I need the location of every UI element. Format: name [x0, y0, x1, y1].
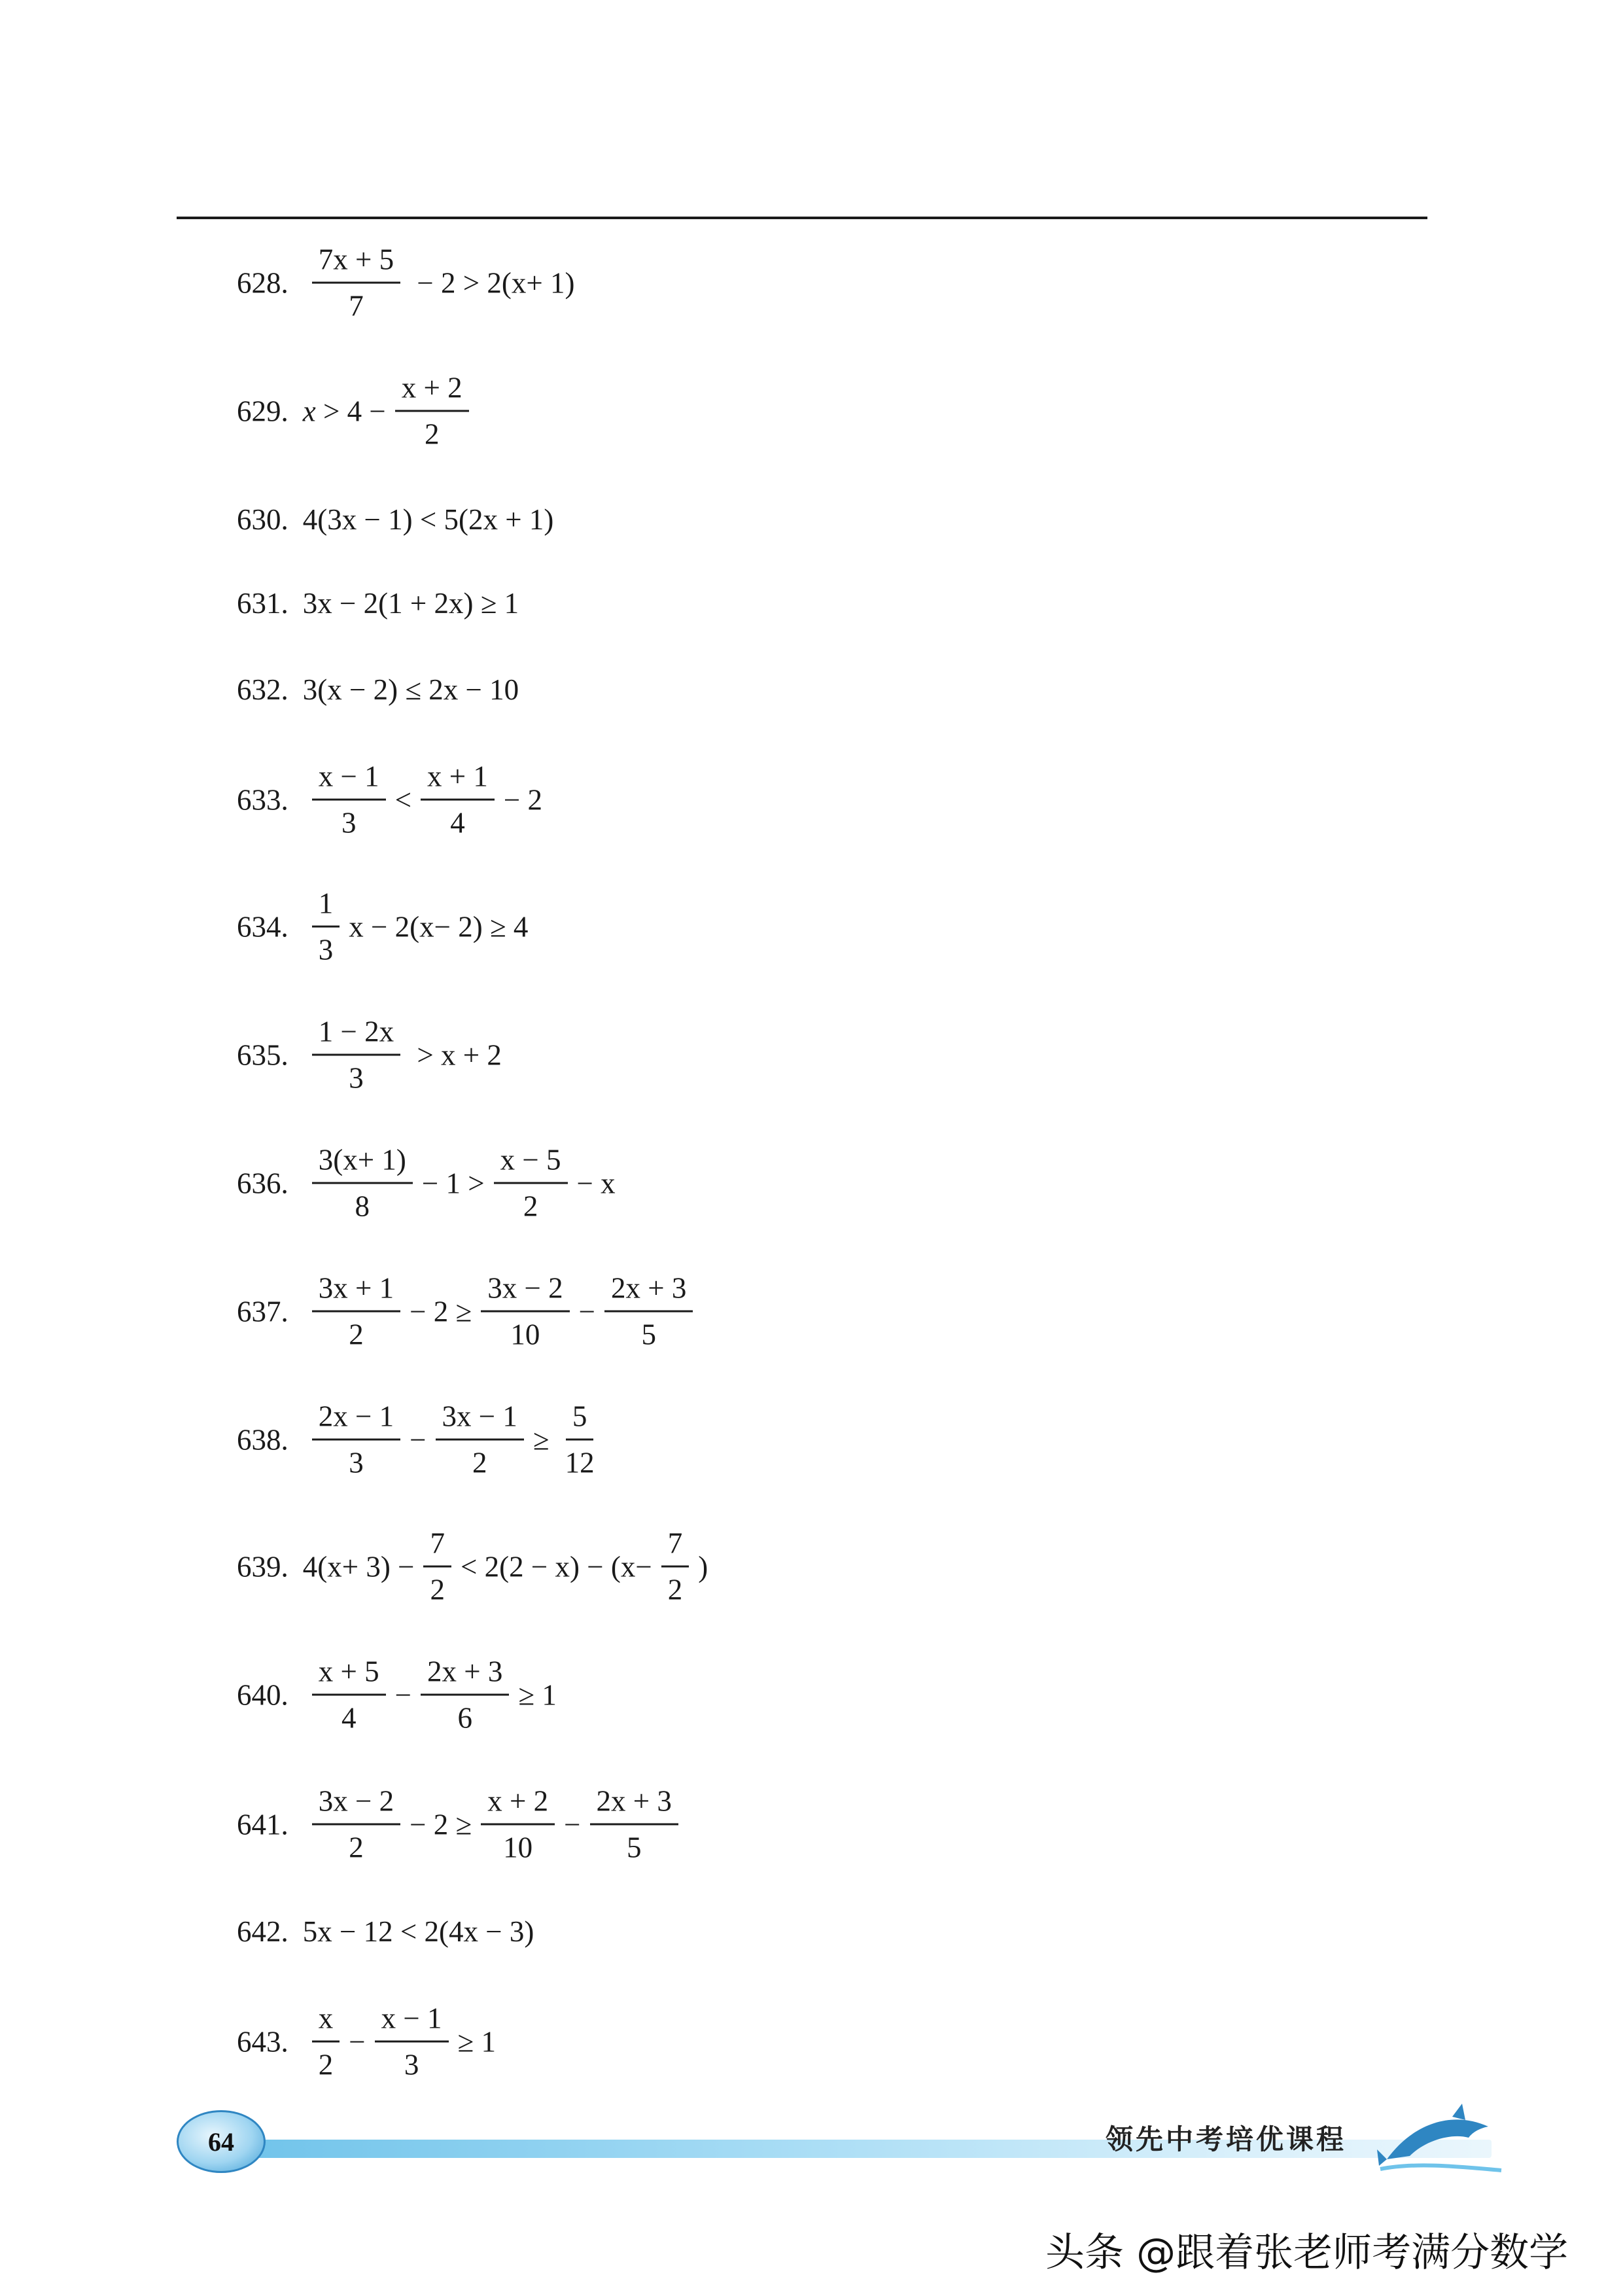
problem-number: 635.	[237, 1038, 288, 1071]
problem-number: 637.	[237, 1295, 288, 1328]
fraction	[590, 1784, 678, 1865]
watermark: 头条 @跟着张老师考满分数学	[1045, 2230, 1569, 2276]
fraction-numerator: 3x − 2	[312, 1784, 400, 1826]
problem-number: 629.	[237, 395, 288, 427]
problem-642	[237, 1915, 534, 1949]
problem-number: 640.	[237, 1678, 288, 1711]
expression-text: −	[410, 1423, 427, 1456]
problem-634	[237, 887, 528, 967]
fraction	[481, 1271, 569, 1352]
fraction-numerator: x + 2	[481, 1784, 555, 1826]
problem-643	[237, 2002, 496, 2082]
problem-number: 634.	[237, 910, 288, 943]
fraction	[395, 371, 469, 451]
problem-635	[237, 1015, 502, 1095]
expression-text: −	[578, 1295, 595, 1328]
top-rule	[177, 217, 1427, 219]
fraction-numerator: 3x − 1	[436, 1400, 524, 1441]
fraction-denominator: 2	[667, 1573, 683, 1606]
fraction	[312, 1015, 400, 1095]
fraction-denominator: 2	[424, 417, 440, 451]
problem-number: 630.	[237, 503, 288, 536]
fraction	[559, 1400, 601, 1480]
fraction-numerator: 2x + 3	[604, 1271, 693, 1313]
expression-text: ≥ 1	[518, 1678, 557, 1711]
fraction-denominator: 3	[404, 2048, 419, 2081]
problem-629	[237, 371, 478, 451]
expression-text: − 2 ≥	[410, 1295, 472, 1328]
fraction	[423, 1527, 451, 1607]
expression-text: x − 2(x− 2) ≥ 4	[349, 910, 529, 943]
problem-640	[237, 1655, 557, 1735]
fraction-denominator: 5	[641, 1318, 656, 1351]
fraction	[421, 760, 495, 840]
expression-text: )	[698, 1550, 708, 1583]
expression-text: x	[302, 395, 316, 427]
problem-637	[237, 1271, 702, 1352]
fraction-numerator: 7	[423, 1527, 451, 1568]
expression-text: ≥ 1	[457, 2025, 496, 2058]
fraction-numerator: 2x + 3	[421, 1655, 509, 1696]
fraction-denominator: 3	[341, 806, 357, 839]
problem-number: 636.	[237, 1167, 288, 1199]
expression-text: 5x − 12 < 2(4x − 3)	[302, 1915, 534, 1948]
fraction-denominator: 6	[457, 1701, 472, 1735]
expression-text: ≥	[532, 1423, 550, 1456]
problem-638	[237, 1400, 610, 1480]
problem-631	[237, 586, 519, 620]
expression-text: > 4 −	[315, 395, 386, 427]
problem-number: 639.	[237, 1550, 288, 1583]
fraction	[312, 887, 340, 967]
fraction-denominator: 2	[523, 1190, 538, 1223]
problem-number: 643.	[237, 2025, 288, 2058]
expression-text: −	[394, 1678, 412, 1711]
fraction	[481, 1784, 555, 1865]
series-title: 领先中考培优课程	[1106, 2123, 1347, 2155]
expression-text: 4(x+ 3) −	[302, 1550, 415, 1583]
fraction-numerator: 2x − 1	[312, 1400, 400, 1441]
fraction	[661, 1527, 689, 1607]
fraction	[494, 1143, 568, 1224]
fraction-denominator: 2	[472, 1446, 487, 1479]
problem-number: 628.	[237, 266, 288, 299]
fraction-denominator: 4	[341, 1701, 357, 1735]
page-footer	[177, 2104, 1505, 2176]
fraction-numerator: 3x + 1	[312, 1271, 400, 1313]
problem-632	[237, 673, 519, 707]
fraction	[421, 1655, 509, 1735]
fraction	[312, 760, 386, 840]
fraction	[312, 1143, 413, 1224]
fraction	[604, 1271, 693, 1352]
problem-number: 631.	[237, 587, 288, 620]
problem-641	[237, 1784, 688, 1865]
problem-639	[237, 1527, 708, 1607]
expression-text: − 1 >	[421, 1167, 485, 1199]
fraction-denominator: 5	[626, 1831, 642, 1864]
page-number: 64	[208, 2127, 234, 2157]
fraction-numerator: x − 5	[494, 1143, 568, 1184]
fraction-denominator: 4	[450, 806, 465, 839]
expression-text: −	[564, 1808, 581, 1841]
problem-number: 641.	[237, 1808, 288, 1841]
problem-630	[237, 503, 553, 537]
fraction-numerator: x − 1	[375, 2002, 449, 2043]
fraction	[312, 1784, 400, 1865]
fraction-denominator: 10	[510, 1318, 540, 1351]
fraction-denominator: 3	[349, 1446, 364, 1479]
fraction	[312, 1400, 400, 1480]
expression-text: 3(x − 2) ≤ 2x − 10	[302, 673, 519, 706]
fraction-denominator: 3	[349, 1061, 364, 1095]
fraction-numerator: 1 − 2x	[312, 1015, 400, 1056]
fraction-numerator: 2x + 3	[590, 1784, 678, 1826]
expression-text: −	[349, 2025, 366, 2058]
fraction-numerator: x	[312, 2002, 340, 2043]
fraction	[312, 1655, 386, 1735]
expression-text: 4(3x − 1) < 5(2x + 1)	[302, 503, 554, 536]
fraction-denominator: 7	[349, 289, 364, 323]
fraction	[312, 1271, 400, 1352]
problem-number: 633.	[237, 783, 288, 816]
fraction-denominator: 8	[355, 1190, 370, 1223]
fraction-denominator: 12	[565, 1446, 595, 1479]
problem-636	[237, 1143, 616, 1224]
page-number-badge	[177, 2110, 266, 2173]
fraction-numerator: 1	[312, 887, 340, 928]
fraction-denominator: 2	[318, 2048, 334, 2081]
fraction-numerator: x + 1	[421, 760, 495, 801]
problem-628	[237, 243, 575, 323]
fraction-denominator: 2	[349, 1318, 364, 1351]
fraction-denominator: 10	[503, 1831, 533, 1864]
fraction-numerator: 5	[566, 1400, 594, 1441]
expression-text: − 2	[503, 783, 543, 816]
fraction-numerator: x + 2	[395, 371, 469, 412]
problem-number: 638.	[237, 1423, 288, 1456]
problem-633	[237, 760, 542, 840]
fraction-numerator: 3x − 2	[481, 1271, 569, 1313]
expression-text: < 2(2 − x) − (x−	[460, 1550, 652, 1583]
expression-text: − x	[576, 1167, 616, 1199]
fraction-denominator: 3	[318, 933, 334, 966]
fraction-denominator: 2	[430, 1573, 445, 1606]
fraction	[312, 243, 400, 323]
expression-text: − 2 ≥	[410, 1808, 472, 1841]
fraction-numerator: 3(x+ 1)	[312, 1143, 413, 1184]
expression-text: − 2 > 2(x+ 1)	[410, 266, 575, 299]
fraction-numerator: x − 1	[312, 760, 386, 801]
fraction	[375, 2002, 449, 2082]
problem-number: 632.	[237, 673, 288, 706]
expression-text: > x + 2	[410, 1038, 502, 1071]
fraction-denominator: 2	[349, 1831, 364, 1864]
dolphin-icon	[1374, 2097, 1505, 2176]
fraction-numerator: 7x + 5	[312, 243, 400, 284]
fraction	[436, 1400, 524, 1480]
fraction	[312, 2002, 340, 2082]
problem-number: 642.	[237, 1915, 288, 1948]
fraction-numerator: x + 5	[312, 1655, 386, 1696]
fraction-numerator: 7	[661, 1527, 689, 1568]
expression-text: 3x − 2(1 + 2x) ≥ 1	[302, 587, 519, 620]
expression-text: <	[394, 783, 412, 816]
